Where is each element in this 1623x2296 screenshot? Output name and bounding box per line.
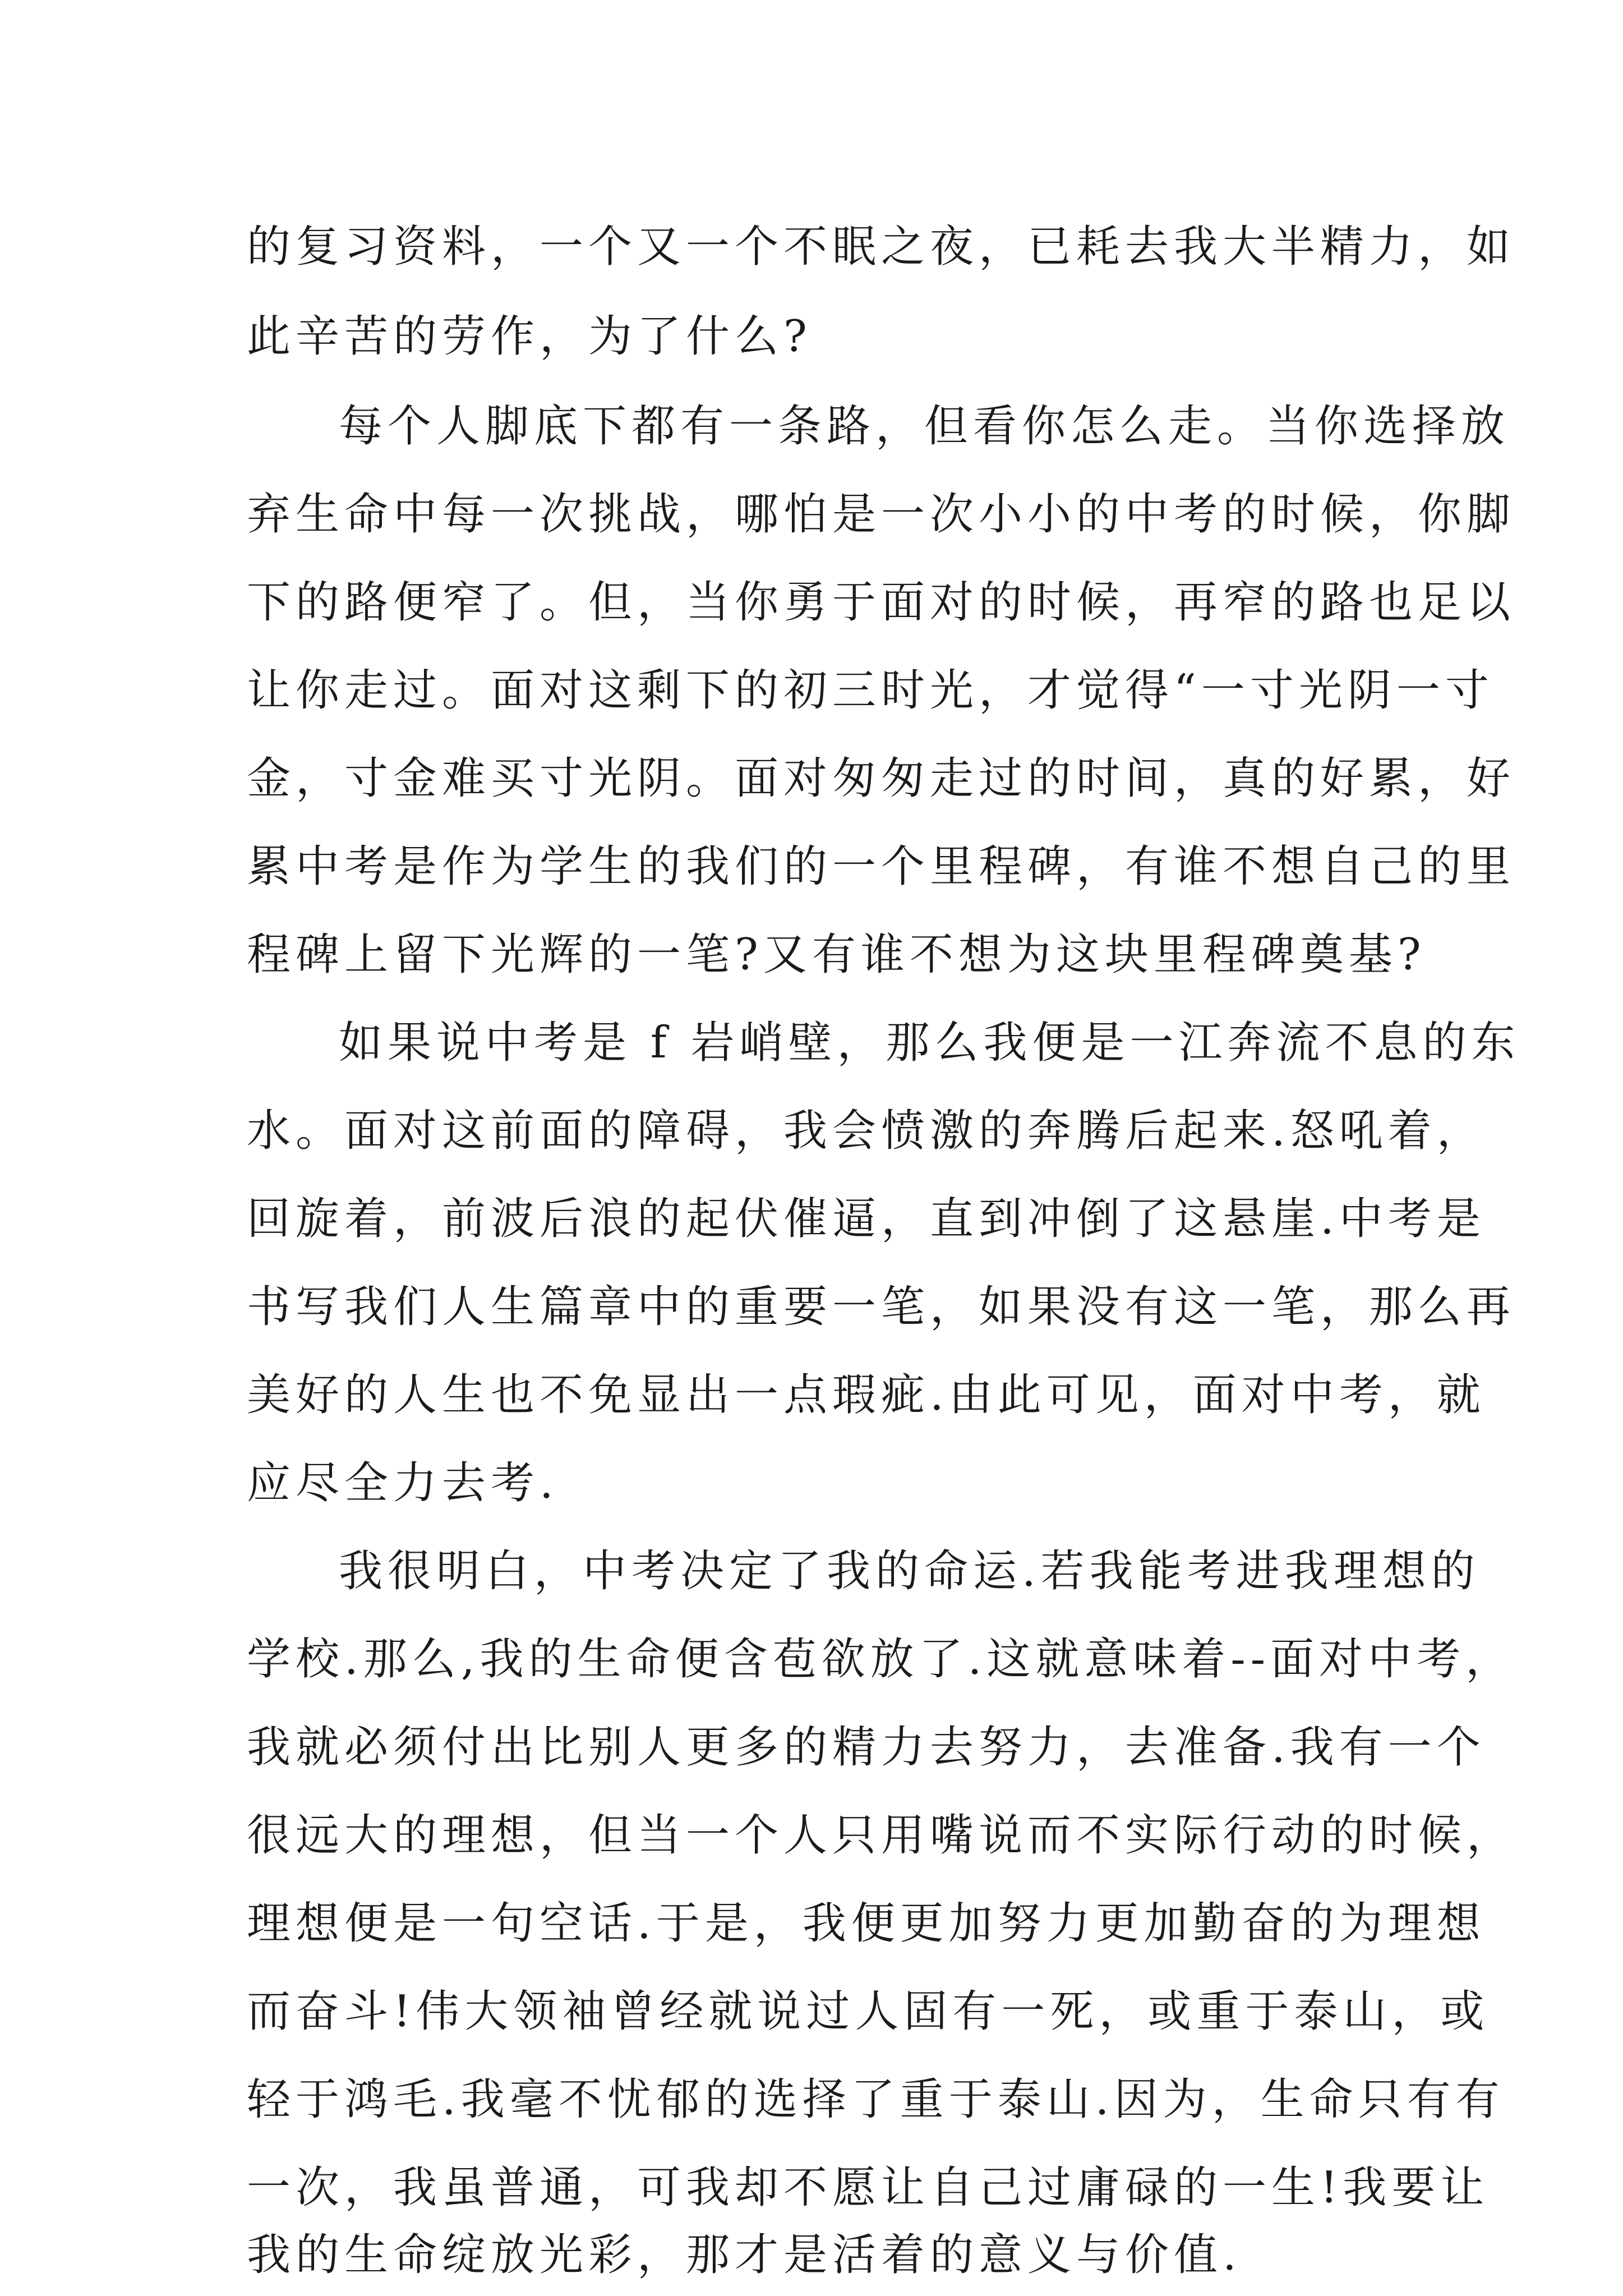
text-line: 我就必须付出比别人更多的精力去努力，去准备.我有一个	[247, 1722, 1486, 1773]
text-line: 应尽全力去考.	[247, 1458, 559, 1508]
text-line: 理想便是一句空话.于是，我便更加努力更加勤奋的为理想	[247, 1898, 1486, 1949]
text-line: 的复习资料，一个又一个不眠之夜，已耗去我大半精力，如	[247, 222, 1516, 272]
text-line: 程碑上留下光辉的一笔?又有谁不想为这块里程碑奠基?	[247, 930, 1426, 980]
paragraph-start-line: 我很明白，中考决定了我的命运.若我能考进我理想的	[339, 1546, 1480, 1596]
text-line: 此辛苦的劳作，为了什么?	[247, 311, 812, 362]
text-line: 让你走过。面对这剩下的初三时光，才觉得“一寸光阴一寸	[247, 665, 1494, 716]
text-line: 金，寸金难买寸光阴。面对匆匆走过的时间，真的好累，好	[247, 753, 1516, 804]
text-line: 下的路便窄了。但，当你勇于面对的时候，再窄的路也足以	[247, 577, 1516, 628]
paragraph-start-line: 每个人脚底下都有一条路，但看你怎么走。当你选择放	[339, 401, 1510, 452]
text-line: 我的生命绽放光彩，那才是活着的意义与价值.	[247, 2230, 1242, 2280]
text-line: 一次，我虽普通，可我却不愿让自己过庸碌的一生!我要让	[247, 2162, 1490, 2213]
text-line: 书写我们人生篇章中的重要一笔，如果没有这一笔，那么再	[247, 1282, 1516, 1332]
text-line: 轻于鸿毛.我毫不忧郁的选择了重于泰山.因为，生命只有有	[247, 2074, 1505, 2125]
text-line: 很远大的理想，但当一个人只用嘴说而不实际行动的时候，	[247, 1810, 1516, 1861]
text-line: 而奋斗!伟大领袖曾经就说过人固有一死，或重于泰山，或	[247, 1986, 1490, 2037]
text-line: 水。面对这前面的障碍，我会愤激的奔腾后起来.怒吼着，	[247, 1106, 1486, 1156]
text-line: 回旋着，前波后浪的起伏催逼，直到冲倒了这悬崖.中考是	[247, 1194, 1486, 1244]
text-line: 学校.那么,我的生命便含苞欲放了.这就意味着--面对中考，	[247, 1634, 1515, 1685]
paragraph-start-line: 如果说中考是 f 岩峭壁，那么我便是一江奔流不息的东	[339, 1018, 1520, 1068]
text-line: 弃生命中每一次挑战，哪怕是一次小小的中考的时候，你脚	[247, 489, 1516, 540]
text-line: 美好的人生也不免显出一点瑕疵.由此可见，面对中考，就	[247, 1370, 1486, 1420]
text-line: 累中考是作为学生的我们的一个里程碑，有谁不想自己的里	[247, 841, 1516, 892]
